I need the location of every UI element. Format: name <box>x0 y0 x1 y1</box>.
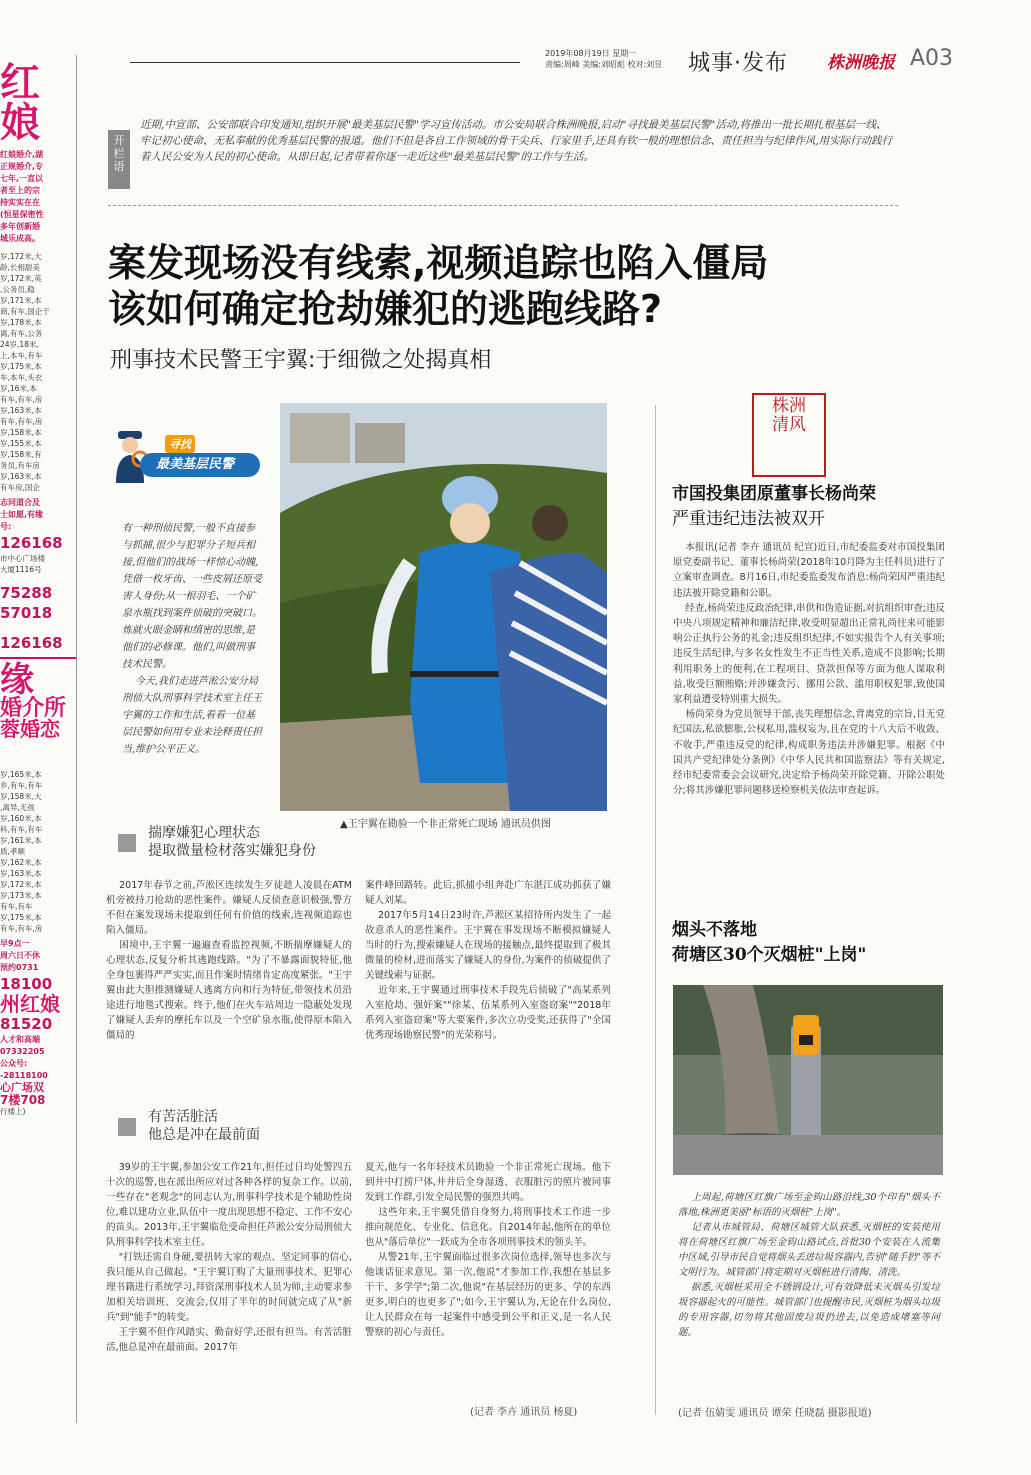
section-1-title-line-2: 提取微量检材落实嫌犯身份 <box>148 843 316 859</box>
ad-phone-1: 126168 <box>0 534 63 552</box>
entries-b-line: 岁,165米,本 <box>0 770 42 779</box>
left-ad-strip <box>0 55 77 1423</box>
footer-lines-line: 预约0731 <box>0 963 39 972</box>
entries-b-line: 科,有车,有车 <box>0 825 43 834</box>
badge-top-label: 寻找 <box>165 435 195 453</box>
main-headline <box>108 240 928 332</box>
editor-note-tag <box>108 130 130 189</box>
ad-phone-3: 57018 <box>0 604 53 622</box>
seal-text: 株洲清风 <box>772 396 806 435</box>
section-2-title-line-1: 有苦活脏活 <box>148 1109 218 1125</box>
entries-b-line: 乡,有车,有车 <box>0 781 43 790</box>
ad-title-hongniang: 红娘 <box>0 59 40 146</box>
section-2-title <box>148 1108 260 1144</box>
entries-b-line: 岁,175米,本 <box>0 913 42 922</box>
badge-main-label: 最美基层民警 <box>140 453 260 477</box>
lines-top-line: 持实实在在 <box>0 198 40 207</box>
footer-lines-line: 周六日不休 <box>0 951 40 960</box>
editor-note-rule <box>108 205 898 206</box>
ad-phone-2: 75288 <box>0 584 53 602</box>
addr1-line: 市中心广场楼 <box>0 554 45 563</box>
lines-top-line: 七年,一直以 <box>0 174 44 183</box>
section-2-title-line-2: 他总是冲在最前面 <box>148 1127 260 1143</box>
headline-line-2: 该如何确定抢劫嫌犯的逃跑线路? <box>108 287 663 331</box>
entries-b-line: 有车,有车 <box>0 902 33 911</box>
right-headline-1-line-1: 市国投集团原董事长杨尚荣 <box>672 484 876 504</box>
slogan-line: 士如愿,有缘 <box>0 510 44 519</box>
entries-a-line: 岁,175米,本 <box>0 362 42 371</box>
page-number: A03 <box>910 46 954 71</box>
header-meta <box>545 48 662 70</box>
footer2-line: -28118100 <box>0 1071 48 1080</box>
ad-entries-a <box>0 251 76 493</box>
paper-logo: 株洲晚报 <box>827 53 895 73</box>
entries-a-line: 岁,171米,本 <box>0 296 42 305</box>
right-headline-2 <box>672 918 952 968</box>
section-2-col-2: 夏天,他与一名年轻技术员勘验一个非正常死亡现场。他下到井中打捞尸体,井井后全身湿透、衣服脏污的照片被同事发到工作群,引发全局民警的强烈共鸣。 这些年来,王宇翼凭借自身努力,将刑事技术工作进一步推向规范化、专业化、信息化。自2014年起,他所在的单位也从"落后单位"一跃成为全市各项刑事技术的领头羊。 从警21年,王宇翼面临过很多次岗位选择,领导也多次与他谈话征求意见。第一次,他说"才参加工作,我想在基层多干干、多学学";第二次,他说"在基层经历的更多、学的东西更多,明白的也更多了";如今,王宇翼认为,无论在什么岗位,让人民群众在每一起案件中感受到公平和正义,是一名人民警察的初心与责任。 <box>365 1162 611 1338</box>
entries-b-line: 岁,172米,本 <box>0 880 42 889</box>
ad-slogan <box>0 497 76 521</box>
ad-phone-5: 18100 <box>0 975 53 993</box>
ad-title-zhouhongniang: 州红娘 <box>0 992 60 1016</box>
entries-b-line: 岁,158米,大 <box>0 792 42 801</box>
section-1-marker <box>118 834 136 852</box>
entries-a-line: 岁,158米,本 <box>0 428 42 437</box>
entries-b-line: 岁,161米,本 <box>0 836 42 845</box>
ad-footer-4: 7楼708 <box>0 1093 46 1107</box>
column-badge <box>110 425 270 495</box>
section-2-marker <box>118 1118 136 1136</box>
editor-note-tag-text: 开 栏 语 <box>113 134 125 173</box>
entries-b-line: 岁,162米,本 <box>0 858 42 867</box>
ad-title-love: 蓉婚恋 <box>0 717 60 741</box>
date-line: 2019年08月19日 星期一 <box>545 49 637 58</box>
addr1-line: 大厦1116号 <box>0 565 42 574</box>
entries-a-line: 岁,163米,本 <box>0 472 42 481</box>
footer2-line: 人才和高端 <box>0 1035 40 1044</box>
right-headline-2-line-1: 烟头不落地 <box>672 920 757 940</box>
ad-phone-4: 126168 <box>0 634 63 652</box>
photo-caption: ▲王宇翼在勘验一个非正常死亡现场 通讯员供图 <box>340 819 551 830</box>
entries-a-line: 岁,178米,本 <box>0 318 42 327</box>
slogan-line: 志同道合及 <box>0 498 40 507</box>
entries-a-line: 岁,158米,有 <box>0 450 42 459</box>
ad-intro-lines <box>0 149 76 245</box>
section-1-title <box>148 824 316 860</box>
footer-lines-line: 早9点一 <box>0 939 30 948</box>
ad-footer-5: 行楼上) <box>0 1107 26 1116</box>
right-headline-2-line-2: 荷塘区30个灭烟桩"上岗" <box>672 945 867 965</box>
entries-a-line: 龄,长相甜美 <box>0 263 40 272</box>
entries-a-line: 上,本车,有车 <box>0 351 43 360</box>
right-headline-1-line-2: 严重违纪违法被双开 <box>672 509 825 529</box>
entries-a-line: 岁,163米,本 <box>0 406 42 415</box>
entries-a-line: 岁,172米,英 <box>0 274 42 283</box>
section-2-byline: (记者 李卉 通讯员 杨夏) <box>470 1407 578 1418</box>
entries-a-line: ,公务员,稳 <box>0 285 35 294</box>
entries-a-line: 离,有车,公务 <box>0 329 43 338</box>
editor-line: 责编:周峰 美编:刘昭彪 校对:刘昱 <box>545 60 663 69</box>
headline-line-1: 案发现场没有线索,视频追踪也陷入僵局 <box>108 241 769 285</box>
ad-footer-2 <box>0 1034 76 1082</box>
entries-b-line: 岁,160米,本 <box>0 814 42 823</box>
ad-label: 号: <box>0 522 12 531</box>
lines-top-line: 红娘婚介,湖 <box>0 150 44 159</box>
ad-phone-6: 81520 <box>0 1015 53 1033</box>
entries-b-line: 质,孝顺 <box>0 847 25 856</box>
ad-footer <box>0 938 76 974</box>
main-photo <box>280 403 607 811</box>
ad-title-yuan: 缘 <box>0 660 34 700</box>
right-article-2-body: 上周起,荷塘区红旗广场至金钩山路沿线,30个印有"烟头不落地,株洲更美丽"标语的灭烟桩"上岗"。 记者从市城管局、荷塘区城管大队获悉,灭烟桩的安装使用将在荷塘区红旗广场至金钩山路试点,首批30个安装在人流集中区域,引导市民自觉将烟头丢进垃圾容器内,告别"随手扔"等不文明行为。城管部门将定期对灭烟桩进行清掏、清洗。 据悉,灭烟桩采用全不锈钢设计,可有效降低未灭烟头引发垃圾容器起火的可能性。城管部门也提醒市民,灭烟桩为烟头垃圾的专用容器,切勿将其他固废垃圾扔进去,以免造成堵塞等问题。 <box>678 1192 940 1338</box>
entries-b-line: 岁,173米,本 <box>0 891 42 900</box>
entries-a-line: 岁,155米,本 <box>0 439 42 448</box>
entries-a-line: 岁,16米,本 <box>0 384 37 393</box>
ad-address <box>0 553 76 575</box>
section-1-col-2: 案件峰回路转。此后,抓捕小组奔赴广东湛江成功抓获了嫌疑人刘某。 2017年5月14日23时许,芦淞区某招待所内发生了一起故意杀人的恶性案件。王宇翼在事发现场不断模拟嫌疑人当时的行为,搜索嫌疑人在现场的接触点,最终提取到了极其微量的检材,进而落实了嫌疑人的身份,为案件的侦破提供了关键线索与证据。 近年来,王宇翼通过刑事技术手段先后侦破了"高某系列入室抢劫、强奸案""徐某、伍某系列入室盗窃案""2018年系列入室盗窃案"等大要案件,多次立功受奖,还获得了"全国优秀现场勘察民警"的光荣称号。 <box>365 880 611 1041</box>
entries-a-line: 车,本车,头衣 <box>0 373 43 382</box>
right-headline-1 <box>672 482 952 532</box>
entries-a-line: 务员,有车房 <box>0 461 40 470</box>
entries-b-line: 岁,163米,本 <box>0 869 42 878</box>
article-intro: 有一种刑侦民警,一般不直接参与抓捕,很少与犯罪分子短兵相接,但他们的战场一样惊心动魄,凭借一枚牙齿、一些皮屑还原受害人身份;从一根羽毛、一个矿泉水瓶找到案件侦破的突破口。炼就火眼金睛和缜密的思维,是他们的必修课。他们,叫做刑事技术民警。 今天,我们走进芦淞公安分局刑侦大队刑事科学技术室主任王宇翼的工作和生活,看看一位基层民警如何用专业来诠释责任担当,维护公平正义。 <box>122 523 262 755</box>
footer2-line: 07332205 <box>0 1047 45 1056</box>
section-1-title-line-1: 揣摩嫌犯心理状态 <box>148 825 260 841</box>
column-divider <box>655 405 656 1415</box>
right-article-2-byline: (记者 伍婧雯 通讯员 谭荣 任晓磊 摄影报道) <box>678 1408 872 1419</box>
ashtray-post-photo <box>673 985 943 1175</box>
section-title: 城事·发布 <box>688 51 788 76</box>
entries-a-line: 有车,有车,房 <box>0 395 43 404</box>
entries-b-line: 有车,有车,房 <box>0 924 43 933</box>
entries-b-line: ,离异,无孩 <box>0 803 35 812</box>
lines-top-line: (恒星保密性 <box>0 210 44 219</box>
section-1-col-1: 2017年春节之前,芦淞区连续发生歹徒趁人凌晨在ATM机旁被持刀抢劫的恶性案件。嫌疑人反侦查意识极强,警方不但在案发现场未提取到任何有价值的线索,连视频追踪也陷入僵局。 困境中,王宇翼一遍遍查看监控视频,不断揣摩嫌疑人的心理状态,反复分析其逃跑线路。"为了不暴露面貌特征,他全身包裹得严严实实,而且作案时情绪肯定高度紧张。"王宇翼由此大胆推测嫌疑人逃离方向和行为特征,带领技术员沿途进行地毯式搜索。终于,他们在火车站周边一隐蔽处发现了嫌疑人丢弃的摩托车以及一个空矿泉水瓶,使得原本陷入僵局的 <box>106 880 352 1041</box>
lines-top-line: 者至上的宗 <box>0 186 40 195</box>
editor-note-text: 近期,中宣部、公安部联合印发通知,组织开展"最美基层民警"学习宣传活动。市公安局联合株洲晚报,启动"寻找最美基层民警"活动,将推出一批长期扎根基层一线、牢记初心使命、无私奉献的优秀基层民警的报道。他们不但是各自工作领域的骨干尖兵、行家里手,还具有钦一般的理想信念、责任担当与纪律作风,用实际行动践行着人民公安为人民的初心使命。从即日起,记者带着你逐一走近这些"最美基层民警"的工作与生活。 <box>140 119 893 163</box>
footer2-line: 公众号: <box>0 1059 28 1068</box>
section-2-col-1: 39岁的王宇翼,参加公安工作21年,担任过日均处警四五十次的巡警,也在派出所应对过各种各样的复杂工作。以前,一些存在"老观念"的同志认为,刑事科学技术是个辅助性岗位,难以建功立业,队伍中一度出现思想不稳定、工作不安心的苗头。2013年,王宇翼临危受命担任芦淞公安分局刑侦大队刑事科学技术室主任。 "打铁还需自身硬,要扭转大家的观点、坚定同事的信心,我只能从自己做起。"王宇翼订购了大量刑事技术、犯罪心理书籍进行系统学习,拜资深刑事技术人员为师,主动要求参加相关培训班、交流会,仅用了半年的时间就完成了从"新兵"到"能手"的转变。 王宇翼不但作风踏实、勤奋好学,还很有担当。有苦活脏活,他总是冲在最前面。2017年 <box>106 1162 352 1353</box>
entries-a-line: 有车房,国企 <box>0 483 40 492</box>
header-rule <box>130 62 520 63</box>
ad-entries-b <box>0 769 76 934</box>
lines-top-line: 正规婚介,专 <box>0 162 44 171</box>
entries-a-line: 24岁,18米, <box>0 340 39 349</box>
entries-a-line: 有车,有车,房 <box>0 417 43 426</box>
entries-a-line: 商,有车,国企干 <box>0 307 50 316</box>
ad-title-agency: 婚介所 <box>0 695 67 721</box>
ad-footer-3: 心广场双 <box>0 1081 44 1094</box>
lines-top-line: 城乐成高。 <box>0 234 40 243</box>
right-article-1-body: 本报讯(记者 李卉 通讯员 纪宣)近日,市纪委监委对市国投集团原党委副书记、董事长杨尚荣(2018年10月降为主任科员)进行了立案审查调查。8月16日,市纪委监委发布消息:杨尚荣因严重违纪违法被开除党籍和公职。 经查,杨尚荣违反政治纪律,串供和伪造证据,对抗组织审查;违反中央八项规定精神和廉洁纪律,收受明显超出正常礼尚往来可能影响公正执行公务的礼金;违反组织纪律,不如实报告个人有关事项;违反生活纪律,与多名女性发生不正当性关系,造成不良影响;长期利用职务上的便利,在工程项目、贷款担保等方面为他人谋取利益,收受巨额贿赂;并涉嫌贪污、挪用公款、滥用职权犯罪,致使国家利益遭受特别重大损失。 杨尚荣身为党员领导干部,丧失理想信念,背离党的宗旨,目无党纪国法,私欲膨胀,公权私用,滥权妄为,且在党的十八大后不收敛、不收手,严重违反党的纪律,构成职务违法并涉嫌犯罪。根据《中国共产党纪律处分条例》《中华人民共和国监察法》等有关规定,经市纪委常委会会议研究,决定给予杨尚荣开除党籍、开除公职处分;将其涉嫌犯罪问题移送检察机关依法审查起诉。 <box>673 542 945 797</box>
entries-a-line: 岁,172米,大 <box>0 252 42 261</box>
qingfeng-seal <box>752 393 826 477</box>
lines-top-line: 多年创新婚 <box>0 222 40 231</box>
sub-headline: 刑事技术民警王宇翼:于细微之处揭真相 <box>110 348 492 373</box>
